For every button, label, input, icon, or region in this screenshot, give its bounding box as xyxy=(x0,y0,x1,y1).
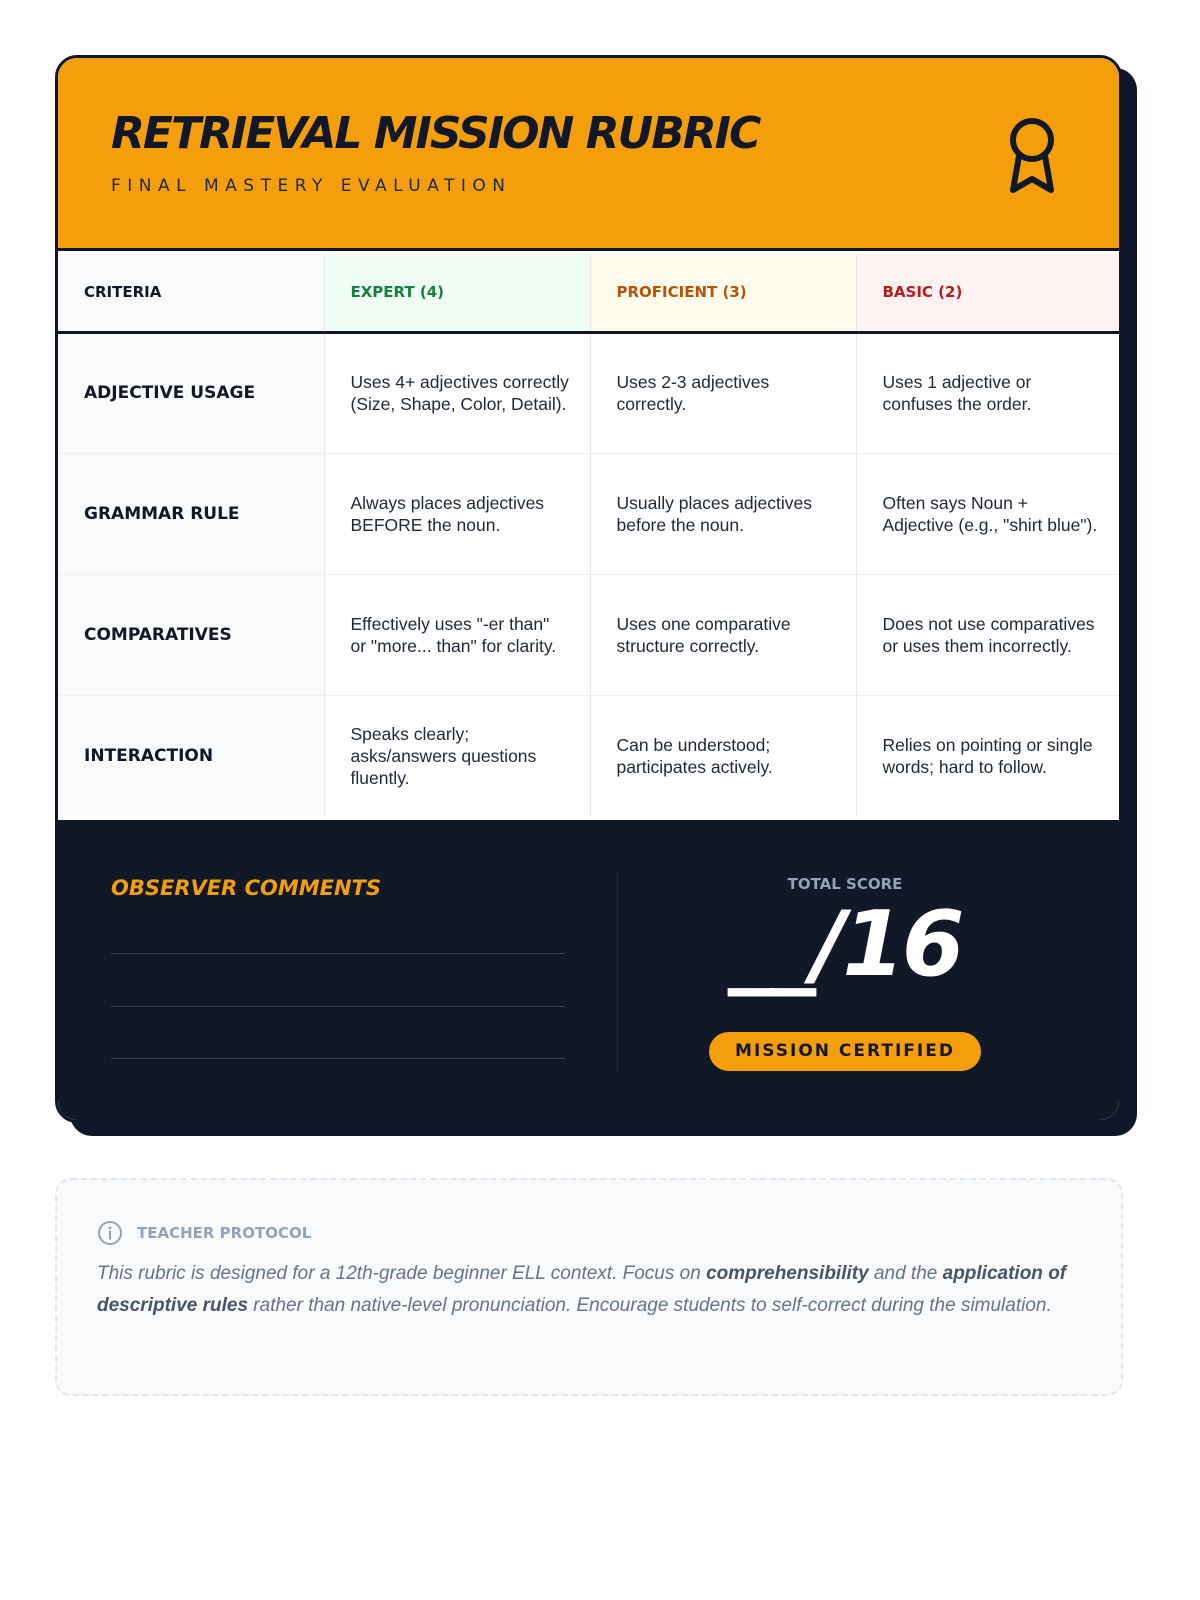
proficient-cell: Usually places adjectives before the noun. xyxy=(590,453,856,574)
protocol-emphasis-1: comprehensibility xyxy=(706,1263,869,1284)
basic-cell: Uses 1 adjective or confuses the order. xyxy=(856,332,1119,453)
column-header-basic: BASIC (2) xyxy=(856,254,1119,332)
basic-cell: Often says Noun + Adjective (e.g., "shirt blue"). xyxy=(856,453,1119,574)
rubric-table xyxy=(58,254,1119,816)
total-score-value: __/16 xyxy=(728,892,962,997)
award-icon xyxy=(1004,116,1060,196)
scoring-footer xyxy=(58,820,1119,1123)
proficient-cell: Uses one comparative structure correctly. xyxy=(590,574,856,695)
column-header-expert: EXPERT (4) xyxy=(324,254,590,332)
protocol-text: This rubric is designed for a 12th-grade beginner ELL context. Focus on comprehensibility and the application of descriptive rules rather than native-level pronunciation. Encourage students to self-correct during the simulation. xyxy=(97,1263,1067,1316)
info-icon xyxy=(97,1220,123,1246)
criteria-cell: ADJECTIVE USAGE xyxy=(58,332,324,453)
total-score-label: TOTAL SCORE xyxy=(787,875,903,893)
column-header-criteria: CRITERIA xyxy=(58,254,324,332)
table-row xyxy=(58,453,1119,574)
criteria-cell: COMPARATIVES xyxy=(58,574,324,695)
observer-comments-title: OBSERVER COMMENTS xyxy=(111,876,382,900)
protocol-title: TEACHER PROTOCOL xyxy=(137,1224,312,1242)
expert-cell: Effectively uses "-er than" or "more... than" for clarity. xyxy=(324,574,590,695)
expert-cell: Speaks clearly; asks/answers questions fluently. xyxy=(324,695,590,816)
page-title: RETRIEVAL MISSION RUBRIC xyxy=(111,108,760,159)
protocol-emphasis-2: application of descriptive rules xyxy=(97,1263,1067,1316)
basic-cell: Relies on pointing or single words; hard to follow. xyxy=(882,734,1093,777)
basic-cell: Does not use comparatives or uses them incorrectly. xyxy=(856,574,1119,695)
column-header-proficient: PROFICIENT (3) xyxy=(590,254,856,332)
page-subtitle: FINAL MASTERY EVALUATION xyxy=(111,176,512,196)
criteria-cell: INTERACTION xyxy=(58,695,324,816)
teacher-protocol-box xyxy=(55,1178,1123,1396)
comment-line-3[interactable] xyxy=(111,1058,565,1059)
table-row xyxy=(58,332,1119,453)
expert-cell: Uses 4+ adjectives correctly (Size, Shape, Color, Detail). xyxy=(324,332,590,453)
criteria-cell: GRAMMAR RULE xyxy=(58,453,324,574)
comment-line-1[interactable] xyxy=(111,953,565,954)
mission-certified-badge: MISSION CERTIFIED xyxy=(709,1032,981,1071)
table-header-row xyxy=(58,254,1119,332)
comment-line-2[interactable] xyxy=(111,1006,565,1007)
rubric-header xyxy=(58,58,1119,251)
proficient-cell: Uses 2-3 adjectives correctly. xyxy=(590,332,856,453)
table-row xyxy=(58,695,1119,816)
table-row xyxy=(58,574,1119,695)
proficient-cell: Can be understood; participates actively. xyxy=(590,695,856,816)
rubric-card xyxy=(55,55,1122,1123)
expert-cell: Always places adjectives BEFORE the noun. xyxy=(324,453,590,574)
